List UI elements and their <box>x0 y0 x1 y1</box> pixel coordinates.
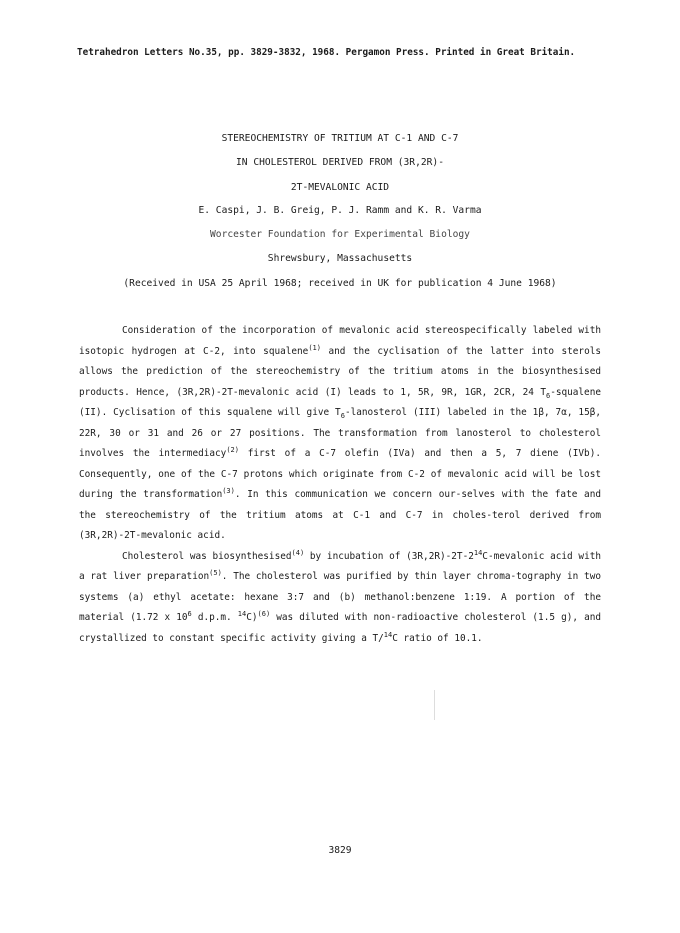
article-title-line-1: STEREOCHEMISTRY OF TRITIUM AT C-1 AND C-7 <box>221 133 459 144</box>
affiliation-location: Shrewsbury, Massachusetts <box>267 253 413 264</box>
journal-header: Tetrahedron Letters No.35, pp. 3829-3832, 1968. Pergamon Press. Printed in Great Britain. <box>77 47 576 58</box>
citation-ref: (2) <box>226 446 239 454</box>
received-dates: (Received in USA 25 April 1968; received in UK for publication 4 June 1968) <box>123 278 557 289</box>
paragraph-2: Cholesterol was biosynthesised$^{(4)}$ by incubation of $(3R,2R)-2T-2^{14}C$-mevalonic acid with a rat liver preparation$^{(5)}$. The cholesterol was purified by thin layer chroma-tography in two systems (a) ethyl acetate: hexane 3:7 and (b) methanol:benzene 1:19. A portion of the material (1.72 x $10^6$ d.p.m. $^{14}$C)$^{(6)}$ was diluted with non-radioactive cholesterol (1.5 g), and crystallized to constant specific activity giving a T/$^{14}$C ratio of 10.1. <box>79 548 602 644</box>
paragraph-1: Consideration of the incorporation of mevalonic acid stereospecifically labeled with isotopic hydrogen at C-2, into squalene$^{(1)}$ and the cyclisation of the latter into sterols allows the prediction of the stereochemistry of the tritium atoms in the biosynthesised products. Hence, (3R,2R)-2T-mevalonic acid (I) leads to 1, 5R, 9R, 1GR, 2CR, 24 $T_6$-squalene (II). Cyclisation of this squalene will give $T_6$-lanosterol (III) labeled in the 1β, 7α, 15β, 22R, 30 or 31 and 26 or 27 positions. The transformation from lanosterol to cholesterol involves the intermediacy$^{(2)}$ first of a C-7 olefin (IVa) and then a 5, 7 diene (IVb). Consequently, one of the C-7 protons which originate from C-2 of mevalonic acid will be lost during the transformation$^{(3)}$. In this communication we concern our-selves with the fate and the stereochemistry of the tritium atoms at C-1 and C-7 in choles-terol derived from (3R,2R)-2T-mevalonic acid. <box>79 325 602 541</box>
citation-ref: (6) <box>257 610 271 618</box>
article-title-line-2: IN CHOLESTEROL DERIVED FROM (3R,2R)- <box>236 157 444 168</box>
affiliation-institution: Worcester Foundation for Experimental Biology <box>210 229 470 240</box>
scan-artifact-line <box>434 690 435 720</box>
page-number: 3829 <box>328 845 352 856</box>
citation-ref: (3) <box>222 487 235 495</box>
article-body <box>79 321 601 649</box>
article-title-line-3: 2T-MEVALONIC ACID <box>290 182 390 193</box>
citation-ref: (4) <box>291 548 305 557</box>
authors: E. Caspi, J. B. Greig, P. J. Ramm and K. R. Varma <box>198 205 482 216</box>
citation-ref: (5) <box>209 569 222 577</box>
citation-ref: (1) <box>308 343 321 352</box>
